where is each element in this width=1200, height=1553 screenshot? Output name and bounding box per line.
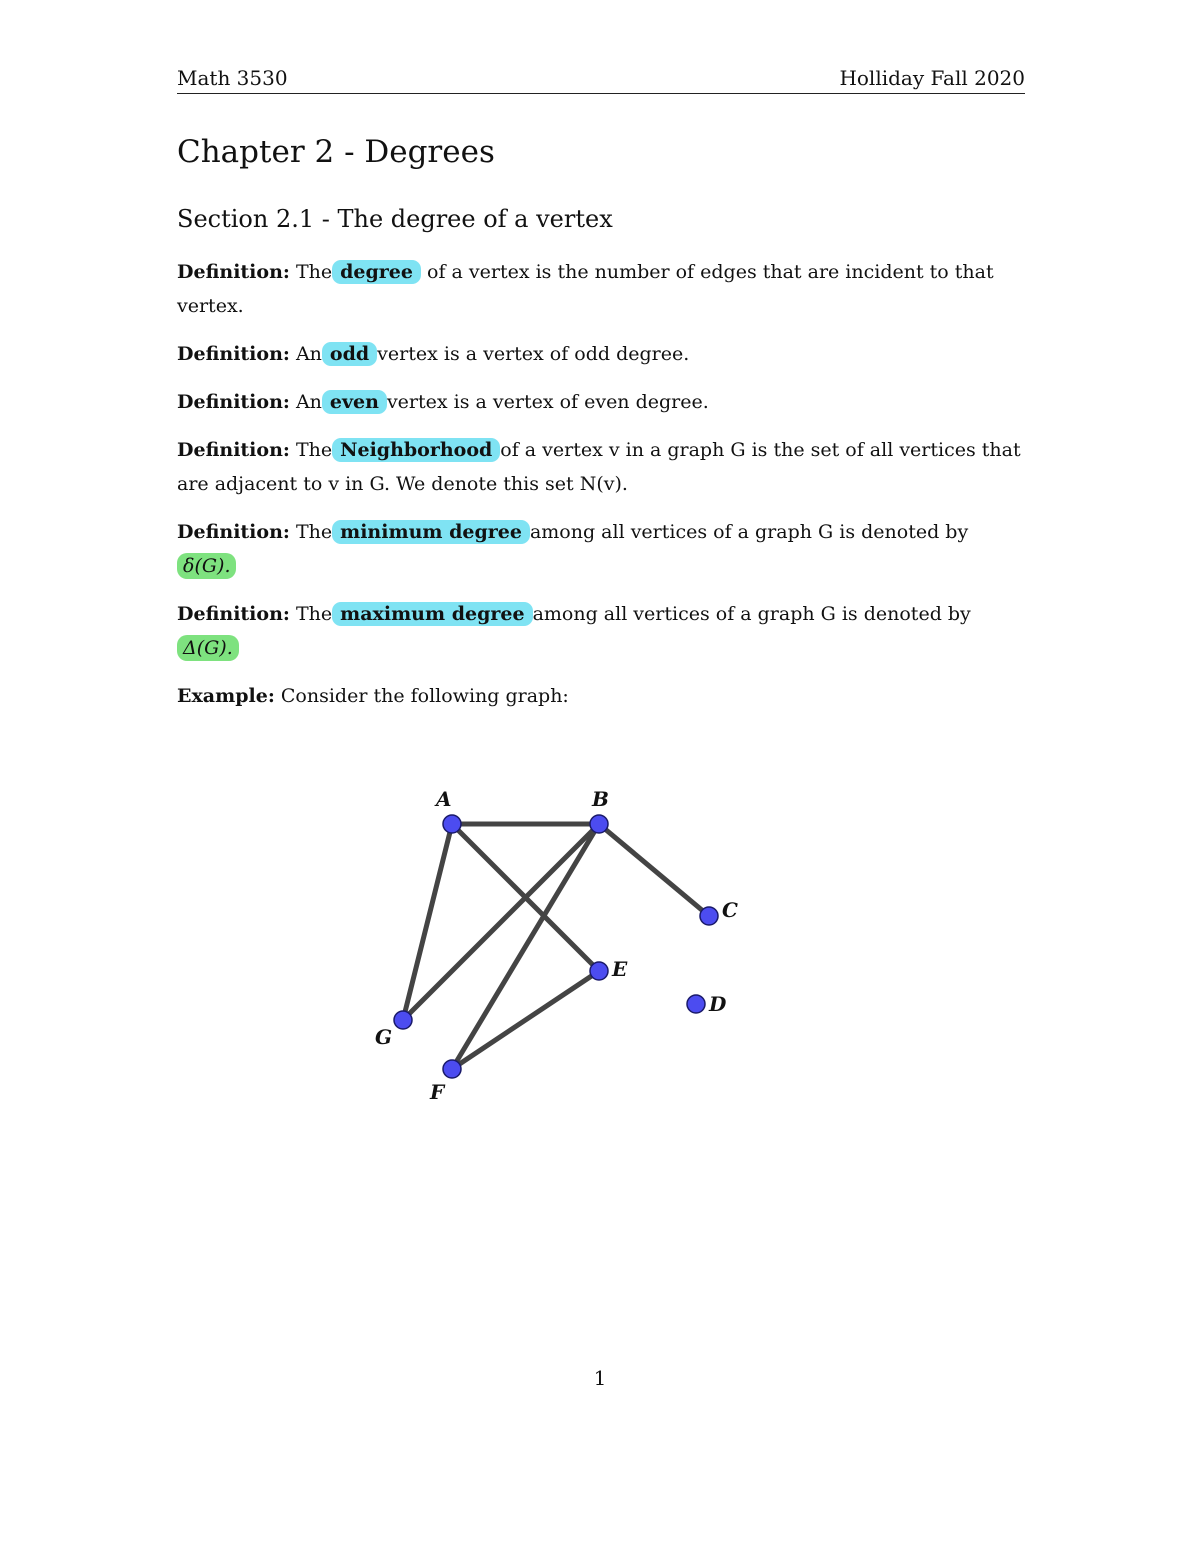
definition-odd: Definition: An odd vertex is a vertex of odd degree. (177, 343, 690, 365)
vertex-label-D: D (709, 992, 727, 1016)
vertex-B (590, 815, 608, 833)
definition-even: Definition: An even vertex is a vertex of even degree. (177, 391, 709, 413)
vertex-D (687, 995, 705, 1013)
vertex-label-F: F (430, 1080, 445, 1104)
term-label: Holliday Fall 2020 (839, 66, 1025, 90)
vertex-C (700, 907, 718, 925)
vertex-label-B: B (592, 787, 609, 811)
term-highlight: degree (332, 260, 421, 284)
definition-minimum-degree: Definition: The minimum degree among all vertices of a graph G is denoted by δ(G). (177, 521, 969, 577)
term-highlight: odd (322, 342, 377, 366)
vertex-label-A: A (436, 787, 452, 811)
vertex-E (590, 962, 608, 980)
vertex-label-C: C (722, 898, 738, 922)
example-text: Example: Consider the following graph: (177, 685, 569, 707)
vertex-label-G: G (375, 1025, 393, 1049)
course-label: Math 3530 (177, 66, 288, 90)
definition-degree: Definition: The degree of a vertex is the number of edges that are incident to that vertex. (177, 261, 994, 317)
definition-neighborhood: Definition: The Neighborhood of a vertex v in a graph G is the set of all vertices that are adjacent to v in G. We denote this set N(v). (177, 439, 1021, 495)
vertex-A (443, 815, 461, 833)
term-highlight: even (322, 390, 387, 414)
vertex-F (443, 1060, 461, 1078)
definition-maximum-degree: Definition: The maximum degree among all vertices of a graph G is denoted by Δ(G). (177, 603, 971, 659)
term-highlight: Neighborhood (332, 438, 500, 462)
edge-A-G (403, 824, 452, 1020)
page-header (177, 66, 1025, 94)
section-title: Section 2.1 - The degree of a vertex (177, 205, 613, 233)
edge-E-F (452, 971, 599, 1069)
notation-highlight: Δ(G). (177, 635, 239, 661)
term-highlight: minimum degree (332, 520, 530, 544)
term-highlight: maximum degree (332, 602, 532, 626)
chapter-title: Chapter 2 - Degrees (177, 134, 495, 170)
notation-highlight: δ(G). (177, 553, 236, 579)
edge-B-C (599, 824, 709, 916)
vertex-G (394, 1011, 412, 1029)
graph-diagram (340, 770, 780, 1120)
page-number: 1 (593, 1366, 607, 1390)
vertex-label-E: E (612, 957, 628, 981)
